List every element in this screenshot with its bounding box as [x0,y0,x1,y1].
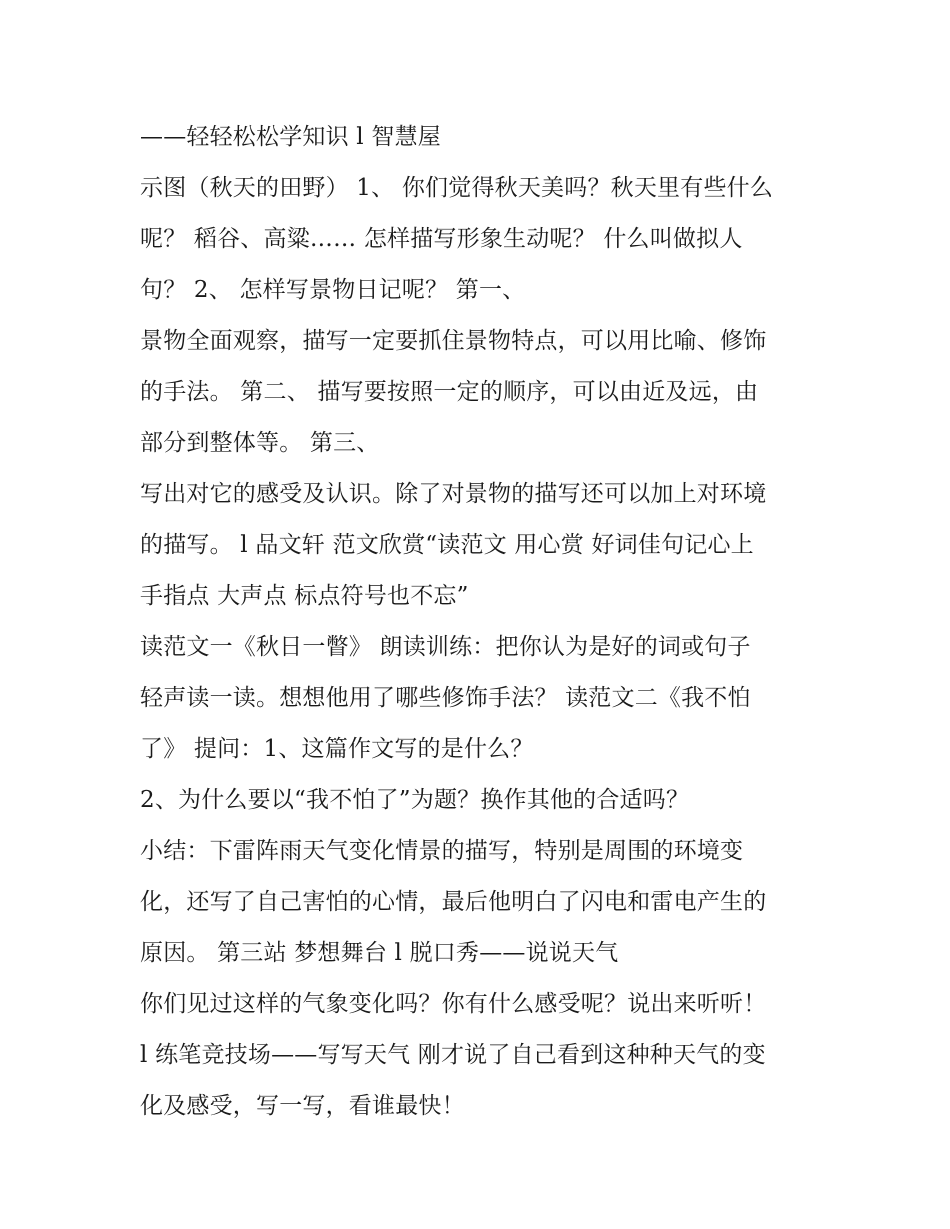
text-line: 景物全面观察，描写一定要抓住景物特点，可以用比喻、修饰 [140,328,767,354]
text-line: 读范文一《秋日一瞥》 朗读训练：把你认为是好的词或句子 [140,634,751,660]
text-line: 呢？ 稻谷、高粱…… 怎样描写形象生动呢？ 什么叫做拟人 [140,226,743,252]
text-line: 示图（秋天的田野） 1、 你们觉得秋天美吗？秋天里有些什么 [140,175,774,201]
text-line: 的描写。 l 品文轩 范文欣赏“读范文 用心赏 好词佳句记心上 [140,532,754,558]
text-line: 你们见过这样的气象变化吗？你有什么感受呢？说出来听听！ [140,991,767,1017]
text-line: 的手法。 第二、 描写要按照一定的顺序，可以由近及远，由 [140,379,759,405]
text-line: l 练笔竞技场——写写天气 刚才说了自己看到这种种天气的变 [140,1042,766,1068]
text-line: 部分到整体等。 第三、 [140,430,380,456]
text-line: 写出对它的感受及认识。除了对景物的描写还可以加上对环境 [140,481,767,507]
text-line: 化，还写了自己害怕的心情，最后他明白了闪电和雷电产生的 [140,889,767,915]
text-line: 化及感受，写一写，看谁最快！ [140,1093,465,1119]
text-line: ——轻轻松松学知识 l 智慧屋 [140,124,441,150]
text-line: 小结：下雷阵雨天气变化情景的描写，特别是周围的环境变 [140,838,744,864]
text-line: 原因。 第三站 梦想舞台 l 脱口秀——说说天气 [140,940,619,966]
text-line: 2、为什么要以“我不怕了”为题？换作其他的合适吗？ [140,787,690,813]
text-line: 句？ 2、 怎样写景物日记呢？ 第一、 [140,277,526,303]
text-line: 手指点 大声点 标点符号也不忘” [140,583,469,609]
text-line: 轻声读一读。想想他用了哪些修饰手法？ 读范文二《我不怕 [140,685,751,711]
text-line: 了》 提问：1、这篇作文写的是什么？ [140,736,534,762]
document-body [140,112,830,1132]
